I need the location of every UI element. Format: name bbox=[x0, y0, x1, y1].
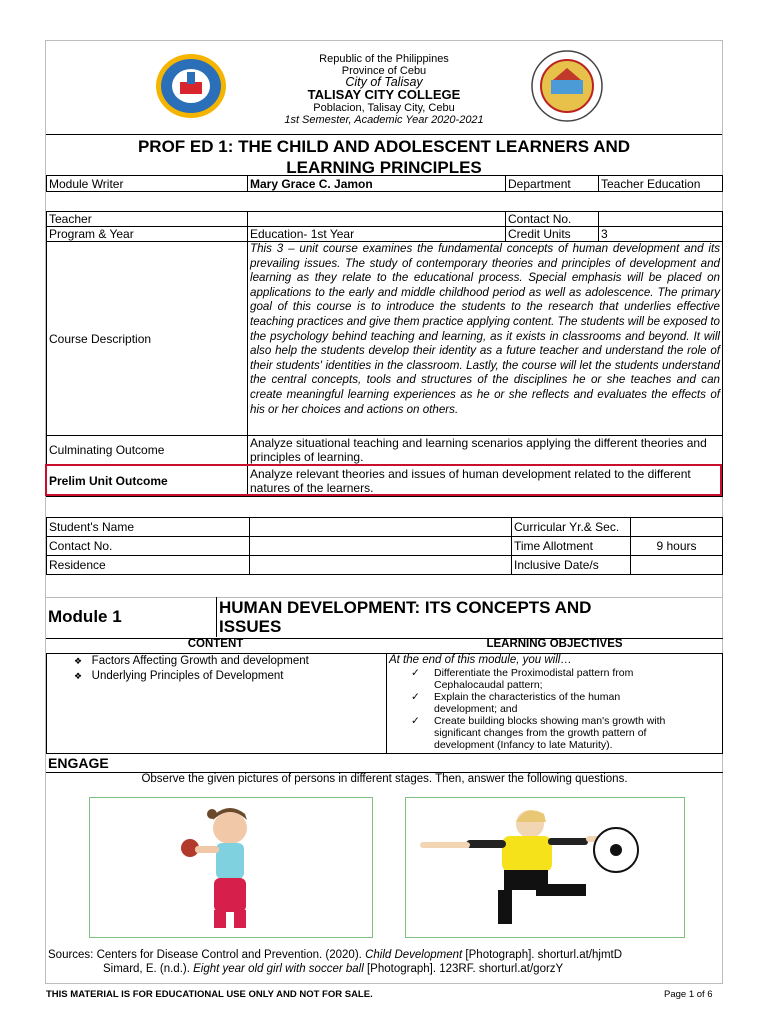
header-republic: Republic of the Philippines bbox=[319, 53, 449, 65]
left-border bbox=[46, 653, 47, 753]
objectives-intro: At the end of this module, you will… bbox=[389, 654, 572, 666]
source-2: Simard, E. (n.d.). Eight year old girl with soccer ball [Photograph]. 123RF. shorturl.at/gorzY bbox=[103, 963, 564, 975]
dates-label: Inclusive Date/s bbox=[512, 556, 631, 575]
student-contact-label: Contact No. bbox=[47, 537, 250, 556]
list-item: ✓ Create building blocks showing man's growth with significant changes from the growth pattern of development (Infancy to late Maturity). bbox=[411, 715, 666, 751]
program-value: Education- 1st Year bbox=[248, 227, 506, 242]
module-title-line2: ISSUES bbox=[219, 617, 282, 636]
right-border bbox=[722, 653, 723, 753]
course-desc-label: Course Description bbox=[47, 242, 248, 436]
list-item: ✓ Explain the characteristics of the human development; and bbox=[411, 691, 621, 715]
course-title bbox=[46, 134, 722, 178]
check-icon: ✓ bbox=[411, 715, 420, 727]
residence-value[interactable] bbox=[250, 556, 512, 575]
module-writer-table bbox=[46, 175, 723, 192]
footer-notice: THIS MATERIAL IS FOR EDUCATIONAL USE ONLY AND NOT FOR SALE. bbox=[46, 989, 373, 1000]
engage-instruction: Observe the given pictures of persons in different stages. Then, answer the following questions. bbox=[141, 773, 628, 785]
time-label: Time Allotment bbox=[512, 537, 631, 556]
list-item: ✓ Differentiate the Proximodistal pattern from Cephalocaudal pattern; bbox=[411, 667, 634, 691]
credit-label: Credit Units bbox=[506, 227, 599, 242]
header-college: TALISAY CITY COLLEGE bbox=[307, 87, 461, 102]
content-header: CONTENT bbox=[187, 638, 244, 650]
header-semester: 1st Semester, Academic Year 2020-2021 bbox=[284, 114, 484, 126]
soccer-girl-illustration bbox=[406, 798, 684, 937]
module-writer-label: Module Writer bbox=[47, 176, 248, 192]
list-item: ❖ Factors Affecting Growth and development bbox=[74, 655, 309, 667]
engage-top-rule bbox=[46, 753, 723, 754]
module-header-divider bbox=[216, 597, 217, 637]
time-value: 9 hours bbox=[631, 537, 723, 556]
toddler-photo bbox=[89, 797, 373, 938]
header-address: Poblacion, Talisay City, Cebu bbox=[313, 102, 455, 114]
check-icon: ✓ bbox=[411, 667, 420, 679]
toddler-illustration bbox=[90, 798, 372, 937]
header-province: Province of Cebu bbox=[341, 65, 427, 77]
teacher-value[interactable] bbox=[248, 212, 506, 227]
student-contact-value[interactable] bbox=[250, 537, 512, 556]
department-value: Teacher Education bbox=[599, 176, 723, 192]
contact-value[interactable] bbox=[599, 212, 723, 227]
prelim-label: Prelim Unit Outcome bbox=[47, 465, 248, 497]
prelim-value: Analyze relevant theories and issues of human development related to the different natures of the learners. bbox=[248, 465, 723, 497]
module-title bbox=[219, 598, 591, 636]
city-seal bbox=[529, 50, 605, 122]
content-list bbox=[74, 654, 309, 684]
list-item: ❖ Underlying Principles of Development bbox=[74, 670, 284, 682]
module-number: Module 1 bbox=[48, 607, 122, 626]
module-title-line1: HUMAN DEVELOPMENT: ITS CONCEPTS AND bbox=[219, 598, 592, 617]
student-table bbox=[46, 517, 723, 575]
diamond-bullet-icon: ❖ bbox=[74, 656, 83, 666]
objectives-header: LEARNING OBJECTIVES bbox=[486, 638, 623, 650]
objectives-list bbox=[411, 667, 721, 751]
teacher-label: Teacher bbox=[47, 212, 248, 227]
contact-label: Contact No. bbox=[506, 212, 599, 227]
course-info-table bbox=[46, 211, 723, 497]
department-label: Department bbox=[506, 176, 599, 192]
header-city: City of Talisay bbox=[345, 75, 423, 89]
student-name-label: Student's Name bbox=[47, 518, 250, 537]
course-title-line1: PROF ED 1: THE CHILD AND ADOLESCENT LEARNERS AND bbox=[137, 137, 631, 156]
prelim-highlight bbox=[45, 464, 722, 496]
curricular-label: Curricular Yr.& Sec. bbox=[512, 518, 631, 537]
culminating-label: Culminating Outcome bbox=[47, 436, 248, 465]
student-name-value[interactable] bbox=[250, 518, 512, 537]
credit-value: 3 bbox=[599, 227, 723, 242]
dates-value[interactable] bbox=[631, 556, 723, 575]
curricular-value[interactable] bbox=[631, 518, 723, 537]
diamond-bullet-icon: ❖ bbox=[74, 671, 83, 681]
college-logo bbox=[154, 52, 228, 120]
culminating-value: Analyze situational teaching and learning scenarios applying the different theories and principles of learning. bbox=[248, 436, 723, 465]
engage-heading: ENGAGE bbox=[48, 755, 109, 771]
module-writer-value: Mary Grace C. Jamon bbox=[248, 176, 506, 192]
course-title-line2: LEARNING PRINCIPLES bbox=[286, 158, 482, 177]
column-divider bbox=[386, 653, 387, 753]
source-1: Sources: Centers for Disease Control and Prevention. (2020). Child Development [Photograph]. shorturl.at/hjmtD bbox=[48, 949, 623, 961]
page-number: Page 1 of 6 bbox=[664, 989, 713, 1000]
program-label: Program & Year bbox=[47, 227, 248, 242]
soccer-photo bbox=[405, 797, 685, 938]
course-desc-value: This 3 – unit course examines the fundamental concepts of human development and its prevailing issues. The study of contemporary theories and principles of development and learning as they relate to the educational process. Special emphasis will be placed on applications to the early and middle childhood period as well as adolescence. The primary goal of this course is to introduce the students to the research that underlies effective teaching practices and give them practice applying content. The students will be exposed to the psychology behind teaching and learning, as it exists in classrooms and beyond. It will also help the students develop their identity as a future teacher and understand the role of their students' identities in the classroom. Lastly, the course will let the students understand the central concepts, tools and structures of the disciplines he or she teaches and can create meaningful learning experiences as he or she reflects and evaluates the effects of his or her choices and actions on others. bbox=[248, 242, 723, 436]
check-icon: ✓ bbox=[411, 691, 420, 703]
residence-label: Residence bbox=[47, 556, 250, 575]
